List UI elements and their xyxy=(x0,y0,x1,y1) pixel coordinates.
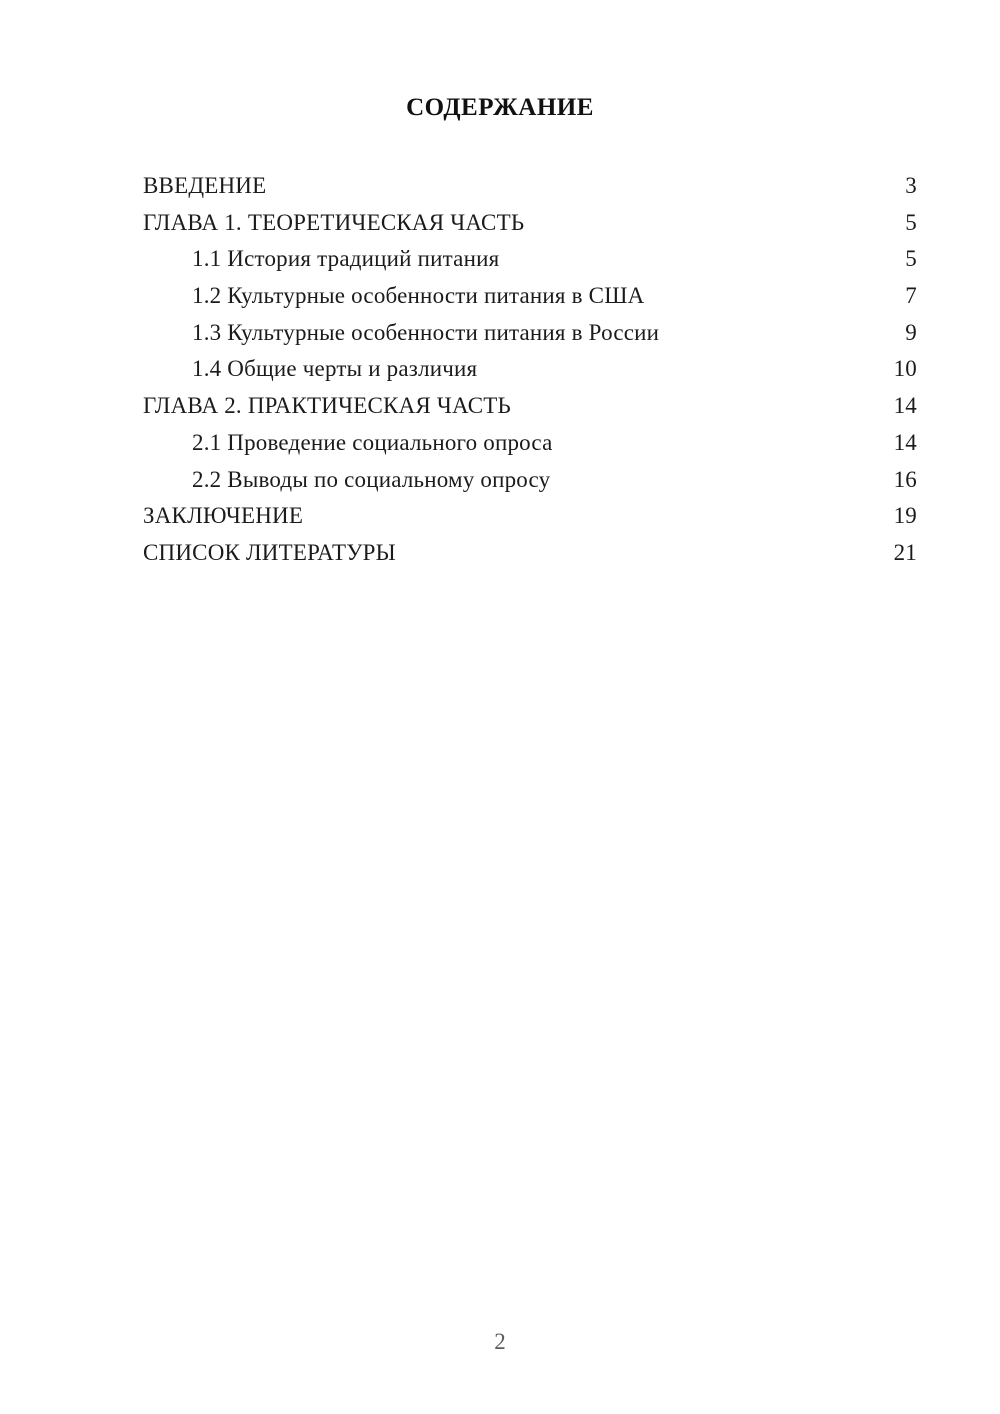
toc-entry-label: ВВЕДЕНИЕ xyxy=(143,173,267,198)
toc-entry-page: 3 xyxy=(905,173,917,198)
toc-entry-label: 2.1 Проведение социального опроса xyxy=(192,429,553,455)
toc-entry-page: 19 xyxy=(893,503,917,529)
toc-entry xyxy=(143,315,917,352)
page-title: СОДЕРЖАНИЕ xyxy=(406,94,594,121)
toc-entry-page: 10 xyxy=(893,356,917,382)
toc-entry-label: 1.3 Культурные особенности питания в России xyxy=(192,319,660,345)
toc-entry-page: 5 xyxy=(905,246,917,272)
toc-entry-label: СПИСОК ЛИТЕРАТУРЫ xyxy=(143,539,396,565)
toc-entry-label: 1.4 Общие черты и различия xyxy=(192,356,478,382)
toc-entry xyxy=(143,241,917,278)
toc-entry-label: 2.2 Выводы по социальному опросу xyxy=(192,466,551,492)
toc-entry xyxy=(143,498,917,535)
toc-entry-page: 5 xyxy=(905,209,917,235)
page-number: 2 xyxy=(494,1329,506,1354)
toc-entry-page: 14 xyxy=(893,429,917,455)
toc-entry xyxy=(143,425,917,462)
toc-entry xyxy=(143,278,917,315)
toc-entry xyxy=(143,351,917,388)
table-of-contents xyxy=(143,168,917,572)
toc-entry-page: 9 xyxy=(905,319,917,345)
toc-entry-page: 16 xyxy=(893,466,917,492)
toc-entry-label: ГЛАВА 1. ТЕОРЕТИЧЕСКАЯ ЧАСТЬ xyxy=(143,209,525,235)
toc-entry-label: 1.1 История традиций питания xyxy=(192,246,500,272)
toc-entry xyxy=(143,462,917,499)
toc-entry xyxy=(143,205,917,242)
toc-entry-page: 21 xyxy=(893,539,917,565)
toc-entry-label: ЗАКЛЮЧЕНИЕ xyxy=(143,503,304,529)
toc-entry xyxy=(143,535,917,572)
toc-entry-page: 7 xyxy=(905,283,917,309)
toc-entry-page: 14 xyxy=(893,393,917,419)
toc-entry-label: 1.2 Культурные особенности питания в США xyxy=(192,283,645,309)
toc-entry-label: ГЛАВА 2. ПРАКТИЧЕСКАЯ ЧАСТЬ xyxy=(143,393,511,419)
toc-entry xyxy=(143,168,917,205)
toc-entry xyxy=(143,388,917,425)
